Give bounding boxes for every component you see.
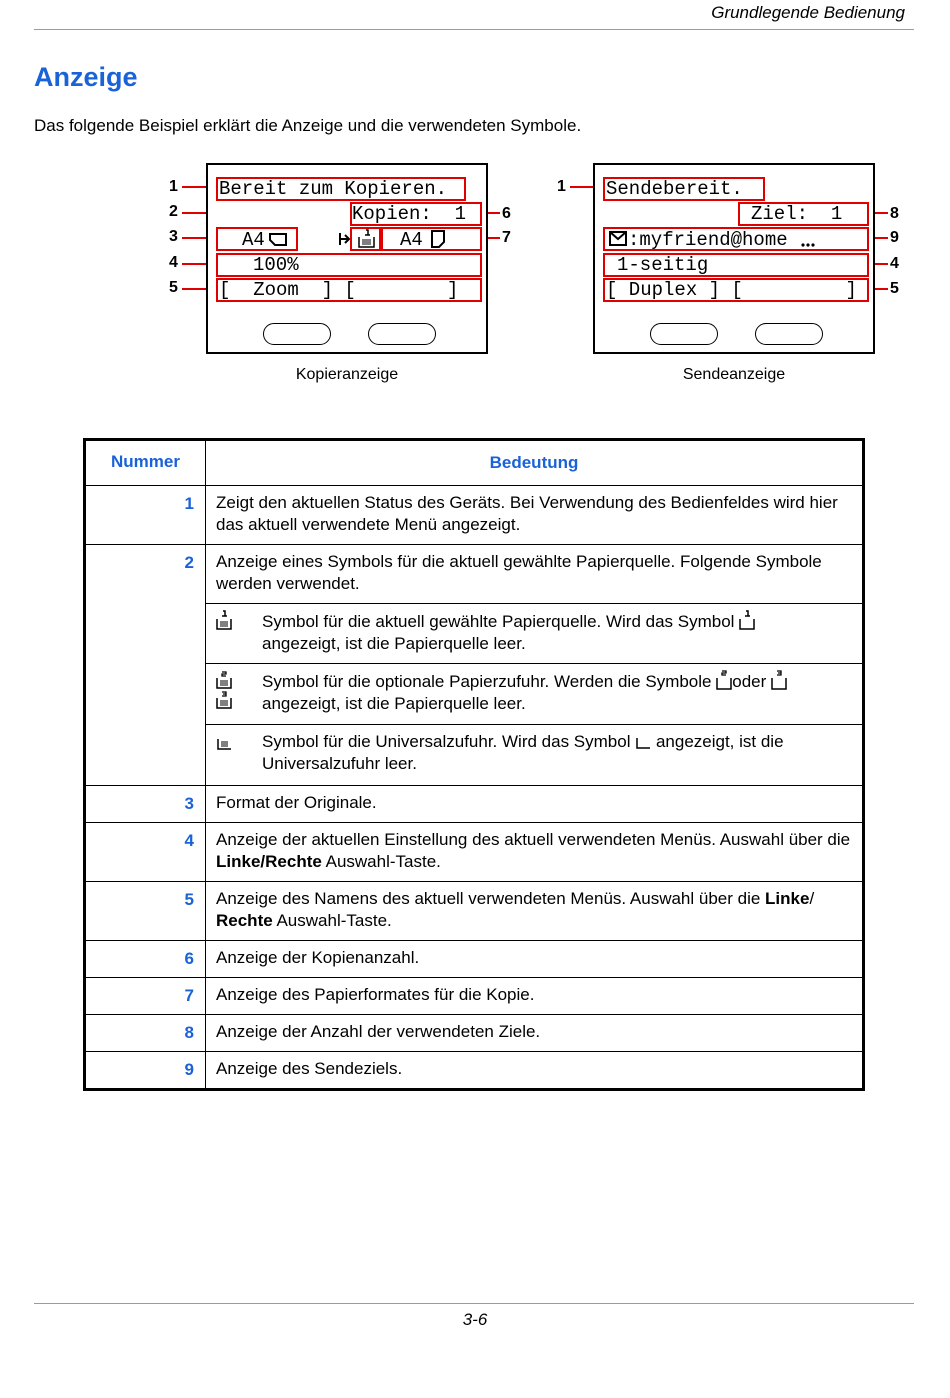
callout-copy-4: 4 — [169, 254, 178, 271]
mp-tray-icon-cell — [216, 731, 262, 775]
header-rule — [34, 29, 914, 30]
send-status-line: Sendebereit. — [606, 178, 743, 200]
row-description — [206, 545, 862, 785]
row-number: 9 — [86, 1052, 206, 1088]
callout-copy-3: 3 — [169, 228, 178, 245]
symbol-subrow — [206, 663, 862, 724]
page-number: 3-6 — [462, 1310, 488, 1329]
table-row — [86, 1014, 862, 1051]
left-key-label: Linke — [216, 852, 261, 871]
portrait-page-icon — [431, 230, 445, 248]
symbol-text: angezeigt, ist die Papierquelle leer. — [262, 694, 526, 713]
page-title: Anzeige — [34, 62, 138, 92]
copy-original-size: A4 — [242, 229, 265, 251]
row-description — [206, 823, 862, 881]
callout-send-5: 5 — [890, 280, 899, 297]
symbol-text: Symbol für die aktuell gewählte Papierquelle. Wird das Symbol — [262, 612, 735, 631]
send-panel-caption: Sendeanzeige — [682, 366, 786, 383]
row-text: Auswahl-Taste. — [272, 911, 392, 930]
row-number: 5 — [86, 882, 206, 940]
copy-left-softkey[interactable] — [263, 323, 331, 345]
send-destination: :myfriend@home — [628, 229, 788, 251]
table-header-row — [86, 441, 862, 485]
callout-copy-1: 1 — [169, 178, 178, 195]
symbol-text: angezeigt, ist die — [655, 732, 784, 751]
table-row — [86, 881, 862, 940]
copy-panel-caption: Kopieranzeige — [295, 366, 399, 383]
email-icon — [609, 231, 627, 246]
send-right-softkey[interactable] — [755, 323, 823, 345]
copy-paper-size: A4 — [400, 229, 423, 251]
row-description-text: Anzeige eines Symbols für die aktuell gewählte Papierquelle. Folgende Symbole werden verwendet. — [216, 552, 822, 593]
column-header-number: Nummer — [86, 441, 206, 485]
row-number: 4 — [86, 823, 206, 881]
table-row — [86, 544, 862, 785]
copy-count-line: Kopien: 1 — [352, 203, 467, 225]
row-number: 3 — [86, 786, 206, 822]
mp-tray-empty-icon — [635, 736, 651, 750]
copy-zoom-value: 100% — [253, 254, 299, 276]
arrow-right-icon — [339, 231, 351, 247]
send-duplex-setting: 1-seitig — [617, 254, 709, 276]
row-number: 8 — [86, 1015, 206, 1051]
tray2-empty-icon — [716, 670, 732, 690]
tray3-empty-icon — [771, 670, 787, 690]
left-key-label: Linke — [765, 889, 810, 908]
symbol-description — [262, 610, 852, 655]
tray1-paper-icon — [216, 610, 232, 630]
table-row — [86, 940, 862, 977]
right-key-label: Rechte — [216, 911, 273, 930]
symbol-subrow — [206, 724, 862, 785]
table-row — [86, 977, 862, 1014]
callout-send-8: 8 — [890, 205, 899, 222]
symbol-subrow — [206, 603, 862, 663]
ellipsis-icon — [801, 243, 815, 247]
callout-copy-7: 7 — [502, 229, 511, 246]
footer-rule — [34, 1303, 914, 1304]
symbol-text: angezeigt, ist die Papierquelle leer. — [262, 634, 526, 653]
row-description: Zeigt den aktuellen Status des Geräts. Bei Verwendung des Bedienfeldes wird hier das aktuell verwendete Menü angezeigt. — [216, 493, 838, 534]
callout-copy-2: 2 — [169, 203, 178, 220]
row-description — [206, 882, 862, 940]
row-description: Anzeige des Papierformates für die Kopie. — [216, 985, 535, 1004]
symbol-text: Symbol für die optionale Papierzufuhr. Werden die Symbole — [262, 672, 712, 691]
tray1-empty-icon — [739, 610, 755, 630]
row-description: Anzeige der Kopienanzahl. — [216, 948, 420, 967]
column-header-meaning: Bedeutung — [489, 453, 579, 472]
row-text: Anzeige der aktuellen Einstellung des aktuell verwendeten Menüs. Auswahl über die — [216, 830, 851, 849]
row-description: Anzeige des Sendeziels. — [216, 1059, 403, 1078]
send-display-panel — [593, 163, 875, 354]
row-description: Anzeige der Anzahl der verwendeten Ziele. — [216, 1022, 541, 1041]
row-description: Format der Originale. — [216, 793, 377, 812]
callout-send-9: 9 — [890, 229, 899, 246]
send-destination-count: Ziel: 1 — [751, 203, 843, 225]
table-row — [86, 1051, 862, 1088]
callout-copy-5: 5 — [169, 279, 178, 296]
right-key-label: Rechte — [265, 852, 322, 871]
symbol-text: Universalzufuhr leer. — [262, 754, 417, 773]
row-text: Anzeige des Namens des aktuell verwendeten Menüs. Auswahl über die — [216, 889, 766, 908]
callout-copy-6: 6 — [502, 205, 511, 222]
key-separator: / — [260, 852, 266, 871]
intro-text: Das folgende Beispiel erklärt die Anzeige und die verwendeten Symbole. — [34, 116, 582, 135]
row-number: 2 — [86, 545, 206, 785]
send-softkey-labels: [ Duplex ] [ ] — [606, 279, 857, 301]
paper-source-icon — [357, 229, 377, 249]
callout-send-4: 4 — [890, 255, 899, 272]
running-header: Grundlegende Bedienung — [711, 3, 905, 22]
row-number: 7 — [86, 978, 206, 1014]
symbol-description — [262, 670, 852, 716]
tray2-3-paper-icons — [216, 670, 232, 710]
callout-send-1: 1 — [557, 178, 566, 195]
copy-display-panel — [206, 163, 488, 354]
copy-right-softkey[interactable] — [368, 323, 436, 345]
row-text: Auswahl-Taste. — [321, 852, 441, 871]
landscape-page-icon — [269, 232, 287, 246]
symbol-description — [262, 731, 852, 775]
mp-tray-paper-icon — [216, 731, 232, 751]
row-number: 1 — [86, 486, 206, 544]
key-separator: / — [809, 889, 815, 908]
tray1-icon-cell — [216, 610, 262, 655]
copy-softkey-labels: [ Zoom ] [ ] — [219, 279, 459, 301]
optional-tray-icon-cell — [216, 670, 262, 716]
send-left-softkey[interactable] — [650, 323, 718, 345]
table-row — [86, 785, 862, 822]
legend-table — [83, 438, 865, 1091]
table-row — [86, 822, 862, 881]
table-row — [86, 485, 862, 544]
row-number: 6 — [86, 941, 206, 977]
symbol-text: oder — [732, 672, 767, 691]
symbol-text: Symbol für die Universalzufuhr. Wird das Symbol — [262, 732, 631, 751]
copy-status-line: Bereit zum Kopieren. — [219, 178, 448, 200]
